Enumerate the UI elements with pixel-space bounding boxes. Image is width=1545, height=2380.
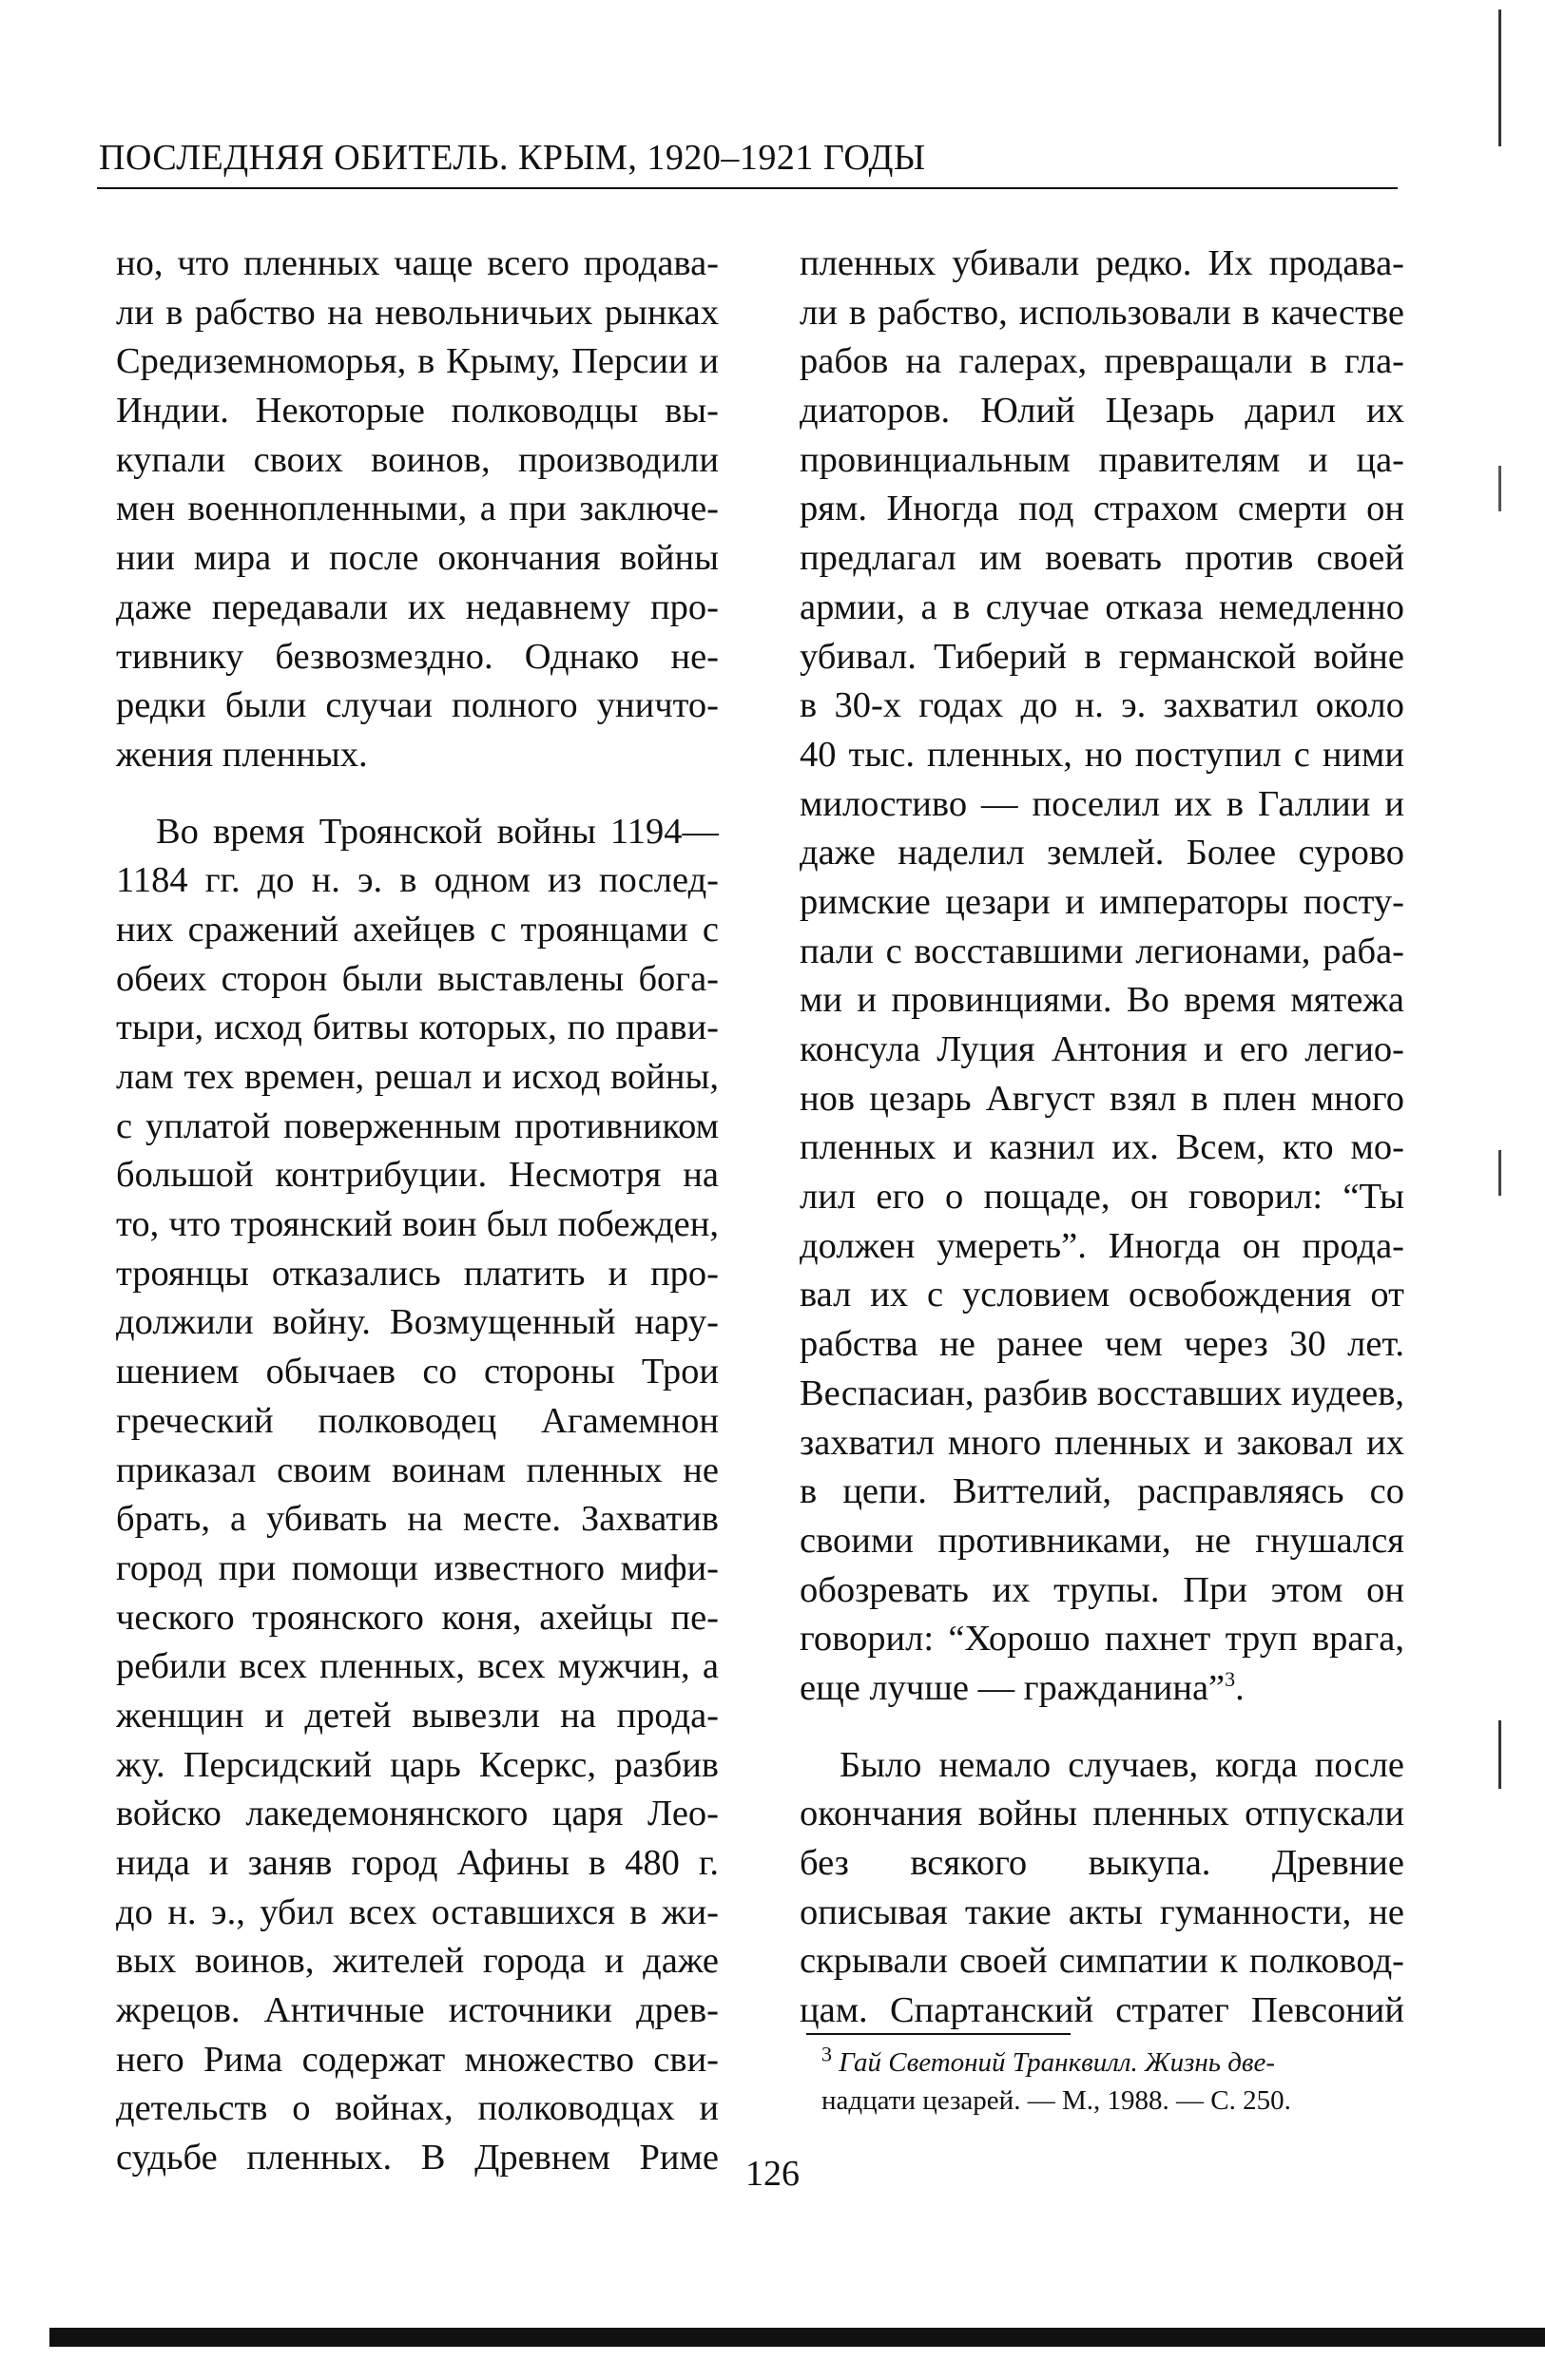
text-line: Средиземноморья, в Крыму, Персии и bbox=[116, 341, 719, 382]
text-line: обозревать их трупы. При этом он bbox=[800, 1569, 1404, 1610]
footnote bbox=[821, 2044, 1404, 2120]
text-line: Индии. Некоторые полководцы вы- bbox=[116, 391, 719, 432]
text-line: цам. Спартанский стратег Певсоний bbox=[800, 1990, 1404, 2031]
text-line: убивал. Тиберий в германской войне bbox=[800, 636, 1404, 677]
scan-edge-marks bbox=[1498, 10, 1501, 2291]
text-line: вых воинов, жителей города и даже bbox=[116, 1941, 719, 1982]
footnote-reference: 3 bbox=[1225, 1667, 1236, 1692]
text-line: войско лакедемонянского царя Лео- bbox=[116, 1794, 719, 1834]
text-line: судьбе пленных. В Древнем Риме bbox=[116, 2138, 719, 2178]
text-line: них сражений ахейцев с троянцами с bbox=[116, 909, 719, 950]
text-line: 40 тыс. пленных, но поступил с ними bbox=[800, 734, 1404, 775]
text-line: женщин и детей вывезли на прода- bbox=[116, 1695, 719, 1736]
text-line: вал их с условием освобождения от bbox=[800, 1275, 1404, 1315]
footnote-line: надцати цезарей. — М., 1988. — С. 250. bbox=[821, 2085, 1291, 2116]
text-line: окончания войны пленных отпускали bbox=[800, 1794, 1404, 1834]
text-line: должен умереть”. Иногда он прода- bbox=[800, 1225, 1404, 1266]
text-line: нии мира и после окончания войны bbox=[116, 538, 719, 579]
text-line: купали своих воинов, производили bbox=[116, 439, 719, 480]
footnote-rule bbox=[806, 2033, 1071, 2035]
paragraph-gap bbox=[800, 1714, 1404, 1741]
text-line: нов цезарь Август взял в плен много bbox=[800, 1078, 1404, 1119]
text-line: ми и провинциями. Во время мятежа bbox=[800, 980, 1404, 1021]
text-line: пленных убивали редко. Их продава- bbox=[800, 243, 1404, 283]
text-line: еще лучше — гражданина”$^3$. bbox=[800, 1667, 1245, 1708]
text-line: даже передавали их недавнему про- bbox=[116, 586, 719, 627]
text-line: рабов на галерах, превращали в гла- bbox=[800, 341, 1404, 382]
text-line: предлагал им воевать против своей bbox=[800, 538, 1404, 579]
text-line: провинциальным правителям и ца- bbox=[800, 439, 1404, 480]
text-line: в цепи. Виттелий, расправляясь со bbox=[800, 1471, 1404, 1512]
text-line: пленных и казнил их. Всем, кто мо- bbox=[800, 1127, 1404, 1168]
text-line: него Рима содержат множество сви- bbox=[116, 2039, 719, 2080]
page-number: 126 bbox=[745, 2154, 800, 2194]
scan-edge-bar bbox=[49, 2328, 1545, 2347]
text-line: Веспасиан, разбив восставших иудеев, bbox=[800, 1372, 1404, 1413]
text-line: тыри, исход битвы которых, по прави- bbox=[116, 1008, 719, 1048]
text-line: троянцы отказались платить и про- bbox=[116, 1253, 719, 1294]
paragraph-gap bbox=[116, 780, 719, 808]
text-line: ли в рабство на невольничьих рынках bbox=[116, 292, 719, 333]
text-line: с уплатой поверженным противником bbox=[116, 1105, 719, 1146]
text-line: рабства не ранее чем через 30 лет. bbox=[800, 1324, 1404, 1365]
text-line: рям. Иногда под страхом смерти он bbox=[800, 489, 1404, 529]
footnote-line bbox=[821, 2044, 1404, 2082]
text-line: тивнику безвозмездно. Однако не- bbox=[116, 636, 719, 677]
text-line: своими противниками, не гнушался bbox=[800, 1520, 1404, 1561]
text-line: описывая такие акты гуманности, не bbox=[800, 1891, 1404, 1932]
text-line: лил его о пощаде, он говорил: “Ты bbox=[800, 1177, 1404, 1218]
text-line: говорил: “Хорошо пахнет труп врага, bbox=[800, 1619, 1404, 1660]
text-line: ли в рабство, использовали в качестве bbox=[800, 292, 1404, 333]
text-line: скрывали своей симпатии к полковод- bbox=[800, 1941, 1404, 1982]
text-line: жения пленных. bbox=[116, 734, 368, 775]
left-column bbox=[116, 240, 719, 2183]
running-header: ПОСЛЕДНЯЯ ОБИТЕЛЬ. КРЫМ, 1920–1921 ГОДЫ bbox=[99, 138, 926, 178]
text-line: без всякого выкупа. Древние bbox=[800, 1843, 1404, 1883]
text-line: жу. Персидский царь Ксеркс, разбив bbox=[116, 1744, 719, 1785]
text-line: приказал своим воинам пленных не bbox=[116, 1449, 719, 1490]
text-line: греческий полководец Агамемнон bbox=[116, 1400, 719, 1441]
text-line: ребили всех пленных, всех мужчин, а bbox=[116, 1646, 719, 1687]
text-line: Во время Троянской войны 1194— bbox=[156, 811, 719, 852]
text-line: армии, а в случае отказа немедленно bbox=[800, 586, 1404, 627]
text-line: Было немало случаев, когда после bbox=[840, 1744, 1404, 1785]
text-line: детельств о войнах, полководцах и bbox=[116, 2088, 719, 2129]
text-line: до н. э., убил всех оставшихся в жи- bbox=[116, 1891, 719, 1932]
text-line: 1184 гг. до н. э. в одном из послед- bbox=[116, 860, 719, 901]
right-column bbox=[800, 240, 1404, 2036]
text-line: город при помощи известного мифи- bbox=[116, 1547, 719, 1588]
footnote-source: Гай Светоний Транквилл. Жизнь две- bbox=[839, 2047, 1276, 2078]
text-line: обеих сторон были выставлены бога- bbox=[116, 958, 719, 999]
text-line: в 30-х годах до н. э. захватил около bbox=[800, 685, 1404, 726]
text-line: большой контрибуции. Несмотря на bbox=[116, 1155, 719, 1196]
text-line: но, что пленных чаще всего продава- bbox=[116, 243, 719, 283]
text-line: жрецов. Античные источники древ- bbox=[116, 1990, 719, 2031]
text-line: захватил много пленных и заковал их bbox=[800, 1422, 1404, 1463]
text-line: мен военнопленными, а при заключе- bbox=[116, 489, 719, 529]
text-line: лам тех времен, решал и исход войны, bbox=[116, 1057, 719, 1097]
footnote-marker: 3 bbox=[821, 2042, 832, 2066]
text-line: должили войну. Возмущенный нару- bbox=[116, 1302, 719, 1343]
text-line: то, что троянский воин был побежден, bbox=[116, 1204, 719, 1245]
text-line: римские цезари и императоры посту- bbox=[800, 881, 1404, 922]
text-line: консула Луция Антония и его легио- bbox=[800, 1029, 1404, 1069]
header-rule bbox=[97, 187, 1398, 189]
text-line: ческого троянского коня, ахейцы пе- bbox=[116, 1597, 719, 1638]
text-line: редки были случаи полного уничто- bbox=[116, 685, 719, 726]
text-line: диаторов. Юлий Цезарь дарил их bbox=[800, 391, 1404, 432]
text-line: брать, а убивать на месте. Захватив bbox=[116, 1499, 719, 1540]
text-line: милостиво — поселил их в Галлии и bbox=[800, 783, 1404, 824]
text-line: пали с восставшими легионами, раба- bbox=[800, 931, 1404, 971]
text-line: шением обычаев со стороны Трои bbox=[116, 1352, 719, 1392]
text-line: нида и заняв город Афины в 480 г. bbox=[116, 1843, 719, 1883]
text-line: даже наделил землей. Более сурово bbox=[800, 833, 1404, 873]
